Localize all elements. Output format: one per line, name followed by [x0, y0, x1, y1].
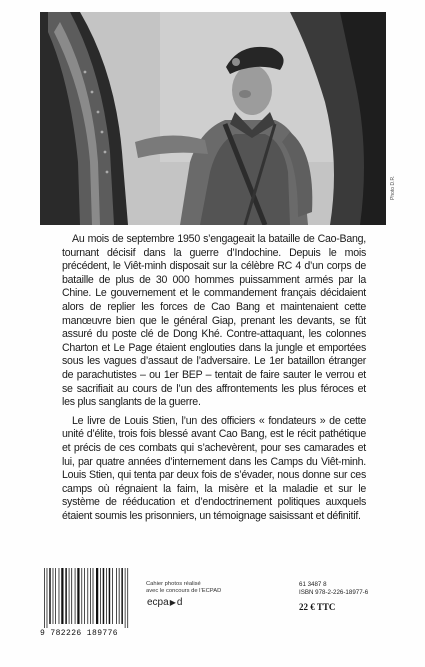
barcode-bar — [121, 568, 123, 624]
photo-credit: Photo D.R. — [390, 175, 396, 200]
isbn-number: ISBN 978-2-226-18977-6 — [299, 589, 369, 596]
ecpad-logo — [147, 597, 182, 608]
isbn-block — [299, 581, 368, 597]
barcode-bar — [116, 568, 117, 624]
barcode-bar — [87, 568, 88, 624]
barcode-bar — [44, 568, 45, 628]
barcode-bar — [106, 568, 107, 624]
barcode-bar — [49, 568, 51, 624]
barcode-bar — [112, 568, 113, 624]
barcode — [40, 568, 134, 640]
photo-notebook-line-1: Cahier photos réalisé — [146, 581, 201, 587]
barcode-bar — [77, 568, 79, 624]
cover-photo — [40, 12, 386, 225]
ecpad-logo-left: ecpa — [147, 597, 169, 608]
barcode-bar — [71, 568, 72, 624]
blurb-paragraph-1: Au mois de septembre 1950 s’engageait la bataille de Cao-Bang, tournant décisif dans la guerre d’Indochine. Depuis le mois précédent, le Viêt-minh disposait sur la célèbre RC 4 d’un corps de bataille de plus de 30 000 hommes puissamment armés par la Chine. Le gouvernement et le commandement français décidaient alors de replier les forces de Cao Bang et maintenaient cette manœuvre bien que le général Giap, prenant les devants, se fût assuré du poste clé de Dong Khé. Contre-attaquant, les colonnes Charton et Le Page étaient englouties dans la jungle et emportées sous les vagues d’assaut de l’adversaire. Le 1er bataillon étranger de parachutistes – ou 1er BEP – tentait de faire sauter le verrou et se sacrifiait au cours de l’un des affrontements les plus féroces et les plus sanglants de la guerre. — [62, 233, 366, 409]
barcode-bar — [75, 568, 76, 624]
barcode-bar — [69, 568, 70, 624]
barcode-bar — [84, 568, 85, 624]
play-triangle-icon: ▶ — [169, 598, 176, 607]
barcode-digits: 9 782226 189776 — [40, 629, 119, 638]
barcode-bars — [40, 568, 134, 628]
ecpad-logo-right: d — [176, 597, 183, 608]
blurb-paragraph-2: Le livre de Louis Stien, l’un des officiers « fondateurs » de cette unité d’élite, trois fois blessé avant Cao Bang, est le récit pathétique et précis de ces combats qui s’achevèrent, pour ses camarades et lui, par quatre années d’internement dans les Camps du Viêt-minh. Louis Stien, qui tenta par deux fois de s’évader, nous donne sur ces camps où régnaient la faim, la misère et la maladie et sur le système de rééducation et d’endoctrinement politiques auxquels étaient soumis les prisonniers, un témoignage saisissant et définitif. — [62, 414, 366, 522]
barcode-bar — [47, 568, 48, 628]
barcode-bar — [127, 568, 128, 628]
barcode-bar — [90, 568, 91, 624]
blurb-text — [62, 233, 366, 528]
barcode-bar — [109, 568, 111, 624]
barcode-bar — [81, 568, 82, 624]
barcode-bar — [103, 568, 105, 624]
barcode-bar — [53, 568, 54, 624]
photo-notebook-line-2: avec le concours de l’ECPAD — [146, 588, 222, 594]
barcode-bar — [100, 568, 101, 624]
bottom-block — [0, 566, 425, 667]
product-code: 61 3487 8 — [299, 581, 327, 588]
barcode-bar — [93, 568, 94, 624]
barcode-bar — [59, 568, 60, 624]
barcode-bar — [125, 568, 126, 628]
barcode-bar — [65, 568, 67, 624]
barcode-bar — [119, 568, 120, 624]
photo-notebook-credit — [146, 581, 221, 595]
barcode-bar — [61, 568, 63, 624]
price: 22 € TTC — [299, 602, 336, 612]
barcode-bar — [55, 568, 56, 624]
barcode-bar — [96, 568, 98, 624]
